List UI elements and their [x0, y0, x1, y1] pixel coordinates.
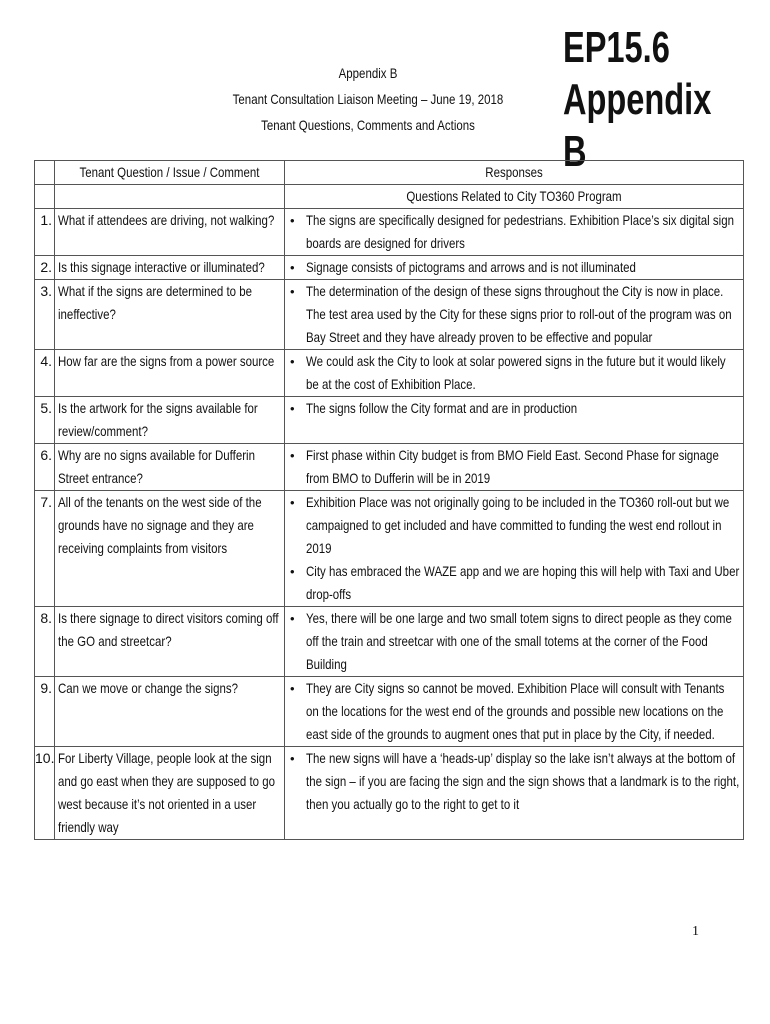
response-cell: [285, 280, 744, 350]
question-text: How far are the signs from a power source: [58, 353, 275, 369]
agenda-badge: [563, 22, 716, 178]
response-text: They are City signs so cannot be moved. Exhibition Place will consult with Tenants on the locations for the west end of the grounds and possible new locations on the east side of the grounds to augment ones that put in place by the City, if needed.: [306, 680, 725, 742]
question-cell: [55, 491, 285, 607]
question-cell: [55, 397, 285, 444]
response-text: The signs follow the City format and are in production: [306, 400, 578, 416]
response-cell: [285, 444, 744, 491]
response-text: Signage consists of pictograms and arrows and is not illuminated: [306, 259, 636, 275]
header-line-1: Appendix B: [338, 65, 398, 81]
question-text: Can we move or change the signs?: [58, 680, 238, 696]
response-cell: [285, 747, 744, 840]
question-text: Is there signage to direct visitors coming off the GO and streetcar?: [58, 610, 279, 649]
question-text: For Liberty Village, people look at the sign and go east when they are supposed to go west because it’s not oriented in a user friendly way: [58, 750, 276, 835]
response-item: [288, 747, 740, 816]
section-number-cell: [35, 185, 55, 209]
response-list: [288, 350, 740, 396]
question-cell: [55, 280, 285, 350]
response-cell: [285, 677, 744, 747]
table-row: [35, 747, 744, 840]
table-row: [35, 280, 744, 350]
response-item: [288, 607, 740, 676]
response-text: The determination of the design of these signs throughout the City is now in place. The test area used by the City for these signs prior to roll-out of the program was on Bay Street and they have already proven to be effective and popular: [306, 283, 732, 345]
response-list: [288, 280, 740, 349]
question-cell: [55, 747, 285, 840]
response-list: [288, 491, 740, 606]
response-text: Exhibition Place was not originally going to be included in the TO360 roll-out but we campaigned to get included and have committed to funding the west end rollout in 2019: [306, 494, 730, 556]
header-line-3: Tenant Questions, Comments and Actions: [261, 117, 475, 133]
row-number: 5.: [35, 397, 55, 444]
header-number-cell: [35, 161, 55, 185]
response-list: [288, 747, 740, 816]
question-text: Is the artwork for the signs available for review/comment?: [58, 400, 258, 439]
response-text: City has embraced the WAZE app and we are hoping this will help with Taxi and Uber drop-offs: [306, 563, 740, 602]
response-cell: [285, 256, 744, 280]
response-list: [288, 209, 740, 255]
question-cell: [55, 209, 285, 256]
question-cell: [55, 256, 285, 280]
response-item: [288, 256, 740, 279]
response-text: Yes, there will be one large and two small totem signs to direct people as they come off the train and streetcar with one of the small totems at the corner of the Food Building: [306, 610, 732, 672]
section-title: Questions Related to City TO360 Program: [285, 185, 744, 209]
response-list: [288, 607, 740, 676]
table-row: [35, 397, 744, 444]
response-cell: [285, 397, 744, 444]
row-number: 9.: [35, 677, 55, 747]
question-text: What if the signs are determined to be ineffective?: [58, 283, 252, 322]
response-item: [288, 209, 740, 255]
response-text: The signs are specifically designed for pedestrians. Exhibition Place’s six digital sign boards are designed for drivers: [306, 212, 734, 251]
document-header: [204, 60, 532, 138]
page-number: 1: [692, 924, 699, 939]
header-responses-cell: Responses: [285, 161, 744, 185]
row-number: 8.: [35, 607, 55, 677]
table-row: [35, 209, 744, 256]
response-item: [288, 350, 740, 396]
badge-appendix-label: Appendix B: [563, 75, 712, 176]
header-question-cell: Tenant Question / Issue / Comment: [55, 161, 285, 185]
table-header-row: [35, 161, 744, 185]
header-line-2: Tenant Consultation Liaison Meeting – June 19, 2018: [232, 91, 504, 107]
question-text: Is this signage interactive or illuminated?: [58, 259, 265, 275]
question-cell: [55, 444, 285, 491]
table-row: [35, 350, 744, 397]
response-item: [288, 280, 740, 349]
response-cell: [285, 209, 744, 256]
section-row: [35, 185, 744, 209]
response-text: We could ask the City to look at solar powered signs in the future but it would likely be at the cost of Exhibition Place.: [306, 353, 726, 392]
question-cell: [55, 607, 285, 677]
question-text: All of the tenants on the west side of the grounds have no signage and they are receiving complaints from visitors: [58, 494, 262, 556]
response-item: [288, 444, 740, 490]
row-number: 1.: [35, 209, 55, 256]
question-text: Why are no signs available for Dufferin Street entrance?: [58, 447, 255, 486]
response-list: [288, 677, 740, 746]
table-row: [35, 491, 744, 607]
row-number: 2.: [35, 256, 55, 280]
response-item: [288, 677, 740, 746]
row-number: 4.: [35, 350, 55, 397]
table-row: [35, 607, 744, 677]
section-question-cell: [55, 185, 285, 209]
question-text: What if attendees are driving, not walking?: [58, 212, 275, 228]
response-list: [288, 397, 740, 420]
response-list: [288, 256, 740, 279]
question-cell: [55, 350, 285, 397]
response-item: [288, 560, 740, 606]
table-row: [35, 677, 744, 747]
row-number: 6.: [35, 444, 55, 491]
response-text: First phase within City budget is from BMO Field East. Second Phase for signage from BMO to Dufferin will be in 2019: [306, 447, 719, 486]
response-list: [288, 444, 740, 490]
response-text: The new signs will have a ‘heads-up’ display so the lake isn’t always at the bottom of the sign – if you are facing the sign and the sign shows that a landmark is to the right, then you actually go to the right to get to it: [306, 750, 740, 812]
row-number: 10.: [35, 747, 55, 840]
response-cell: [285, 491, 744, 607]
badge-item-code: EP15.6: [563, 23, 670, 72]
questions-table: [34, 160, 744, 840]
table-row: [35, 256, 744, 280]
response-item: [288, 491, 740, 560]
question-cell: [55, 677, 285, 747]
response-item: [288, 397, 740, 420]
response-cell: [285, 350, 744, 397]
response-cell: [285, 607, 744, 677]
row-number: 7.: [35, 491, 55, 607]
row-number: 3.: [35, 280, 55, 350]
table-row: [35, 444, 744, 491]
